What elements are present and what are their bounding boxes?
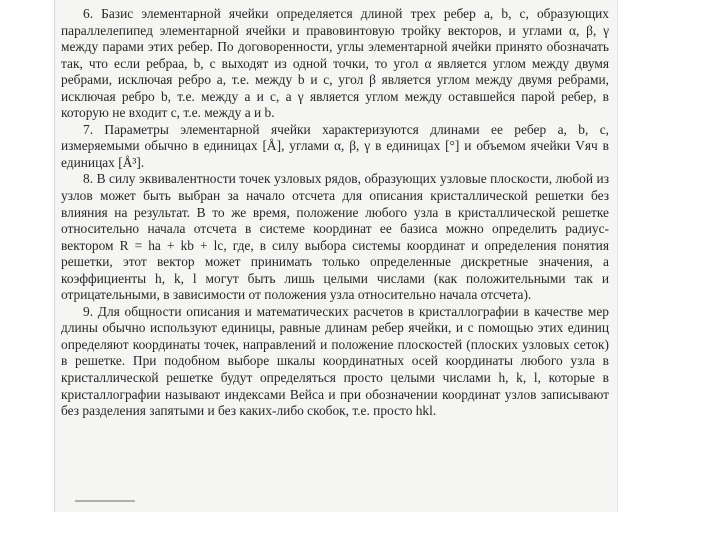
page-bottom-crop (55, 499, 617, 512)
paragraph-7 (61, 122, 609, 172)
truncated-next-line (75, 500, 135, 508)
paragraph-9 (61, 304, 609, 420)
scanned-document-page (54, 0, 618, 512)
document-text (61, 6, 609, 420)
paragraph-8-text: 8. В силу эквивалентности точек узловых рядов, образующих узловые плоскости, любой из узлов может быть выбран за начало отсчета для описания кристаллической решетки без влияния на результат. В то же время, положение любого узла в кристаллической решетке относительно начала отсчета в системе координат ее базиса можно определить радиус-вектором R = ha + kb + lc, где, в силу выбора системы координат и определения понятия решетки, этот вектор может принимать только определенные дискретные значения, а коэффициенты h, k, l могут быть лишь целыми числами (как положительными так и отрицательными, в зависимости от положения узла относительно начала отсчета). (61, 171, 609, 303)
paragraph-8 (61, 171, 609, 303)
paragraph-6 (61, 6, 609, 122)
paragraph-6-text: 6. Базис элементарной ячейки определяется длиной трех ребер a, b, c, образующих параллелепипед элементарной ячейки и правовинтовую тройку векторов, и углами α, β, γ между парами этих ребер. По договоренности, углы элементарной ячейки принято обозначать так, что если ребраa, b, c выходят из одной точки, то угол α является углом между двумя ребрами, исключая ребро a, т.е. между b и c, угол β является углом между двумя ребрами, исключая ребро b, т.е. между a и c, а γ является углом между оставшейся парой ребер, в которую не входит c, т.е. между a и b. (61, 6, 609, 121)
paragraph-9-text: 9. Для общности описания и математических расчетов в кристаллографии в качестве мер длины обычно используют единицы, равные длинам ребер ячейки, и с помощью этих единиц определяют координаты точек, направлений и положение плоскостей (плоских узловых сеток) в решетке. При подобном выборе шкалы координатных осей координаты любого узла в кристаллической решетке будут определяться просто целыми числами h, k, l, которые в кристаллографии называют индексами Вейса и при обозначении координат узлов записывают без разделения запятыми и без каких-либо скобок, т.е. просто hkl. (61, 303, 609, 419)
paragraph-7-text: 7. Параметры элементарной ячейки характеризуются длинами ее ребер a, b, c, измеряемыми обычно в единицах [Å], углами α, β, γ в единицах [°] и объемом ячейки Vяч в единицах [Å³]. (61, 121, 609, 170)
